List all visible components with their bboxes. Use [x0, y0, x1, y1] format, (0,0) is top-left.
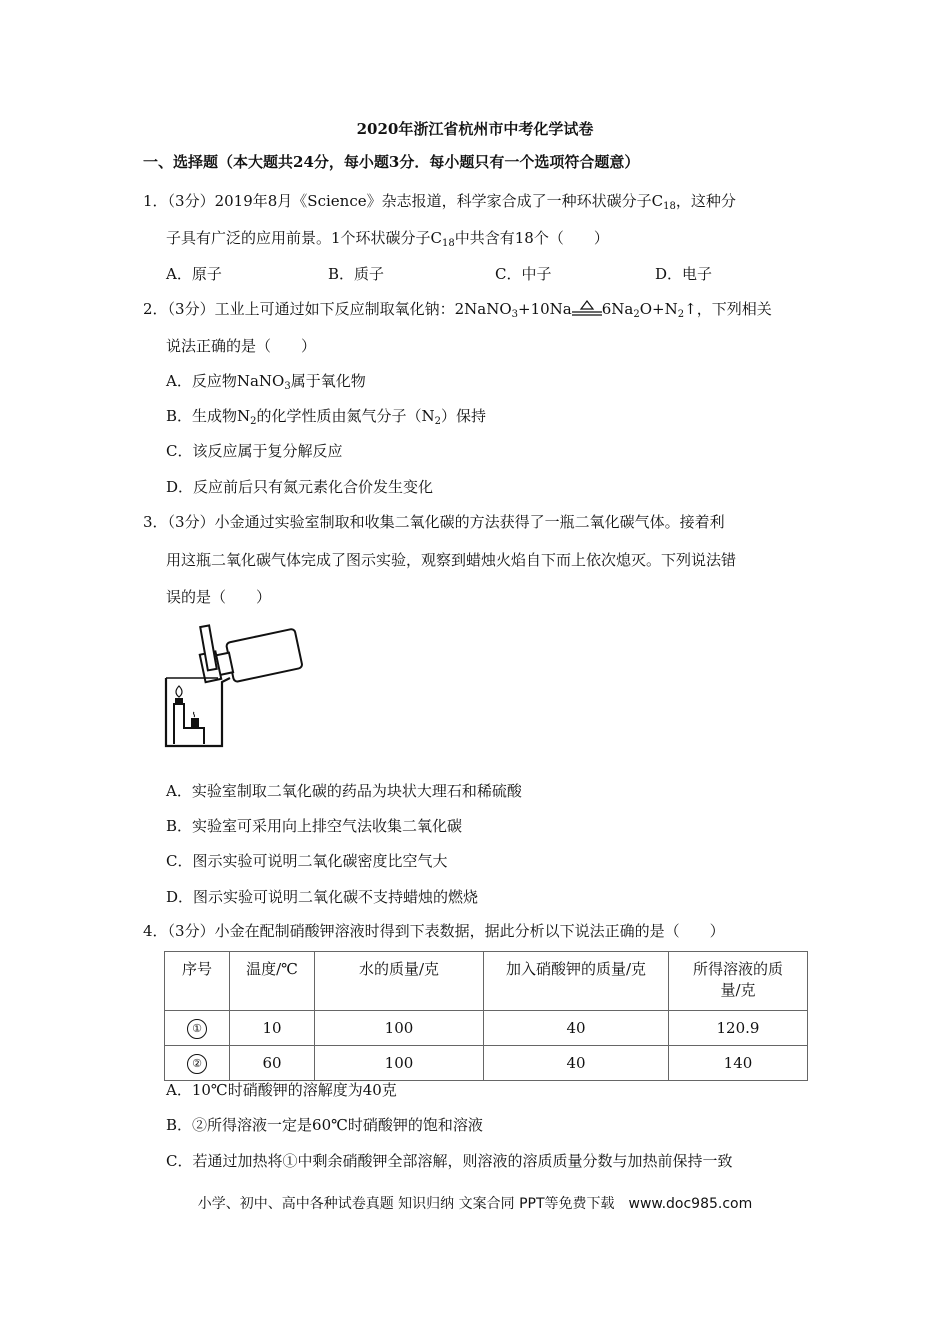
table-cell: 100	[315, 1011, 484, 1046]
table-cell: ①	[165, 1011, 230, 1046]
option-b: B．②所得溶液一定是60℃时硝酸钾的饱和溶液	[166, 1116, 483, 1134]
table-header-row	[165, 952, 808, 1011]
table-cell: ②	[165, 1046, 230, 1081]
table-cell: 60	[230, 1046, 315, 1081]
option-a: A．反应物NaNO$_3$属于氧化物	[166, 372, 366, 392]
heat-condition-icon	[572, 300, 602, 316]
table-row	[165, 1046, 808, 1081]
option-d: D．电子	[655, 265, 713, 283]
question-number: 1．	[143, 192, 168, 210]
solubility-data-table	[164, 951, 808, 1081]
table-cell: 10	[230, 1011, 315, 1046]
option-d: D．反应前后只有氮元素化合价发生变化	[166, 478, 434, 496]
table-cell: 40	[484, 1046, 669, 1081]
table-cell: 40	[484, 1011, 669, 1046]
option-a: A．10℃时硝酸钾的溶解度为40克	[166, 1081, 397, 1099]
table-row	[165, 1011, 808, 1046]
option-c: C．该反应属于复分解反应	[166, 442, 343, 460]
section-heading: 一、选择题（本大题共24分，每小题3分．每小题只有一个选项符合题意）	[143, 153, 640, 171]
option-d: D．图示实验可说明二氧化碳不支持蜡烛的燃烧	[166, 888, 479, 906]
question-number: 4．	[143, 922, 168, 940]
exam-page: 2020年浙江省杭州市中考化学试卷 一、选择题（本大题共24分，每小题3分．每小题只有一个选项符合题意） 1．（3分）2019年8月《Science》杂志报道，科学家合成了一种环状碳分子$C_{18}$，这种分 子具有广泛的应用前景。1个环状碳分子$C_{18}$中共含有18个（ ） A．原子 B．质子 C．中子 D．电子 2．（3分）工业上可通过如下反应制取氧化钠：2NaNO$_3$+10Na $6Na_2O+N_2↑$，下列相关 说法正确的是（ ） A．反应物NaNO$_3$属于氧化物 B．生成物$N_2$的化学性质由氮气分子$(N_2)$保持 C．该反应属于复分解反应 D．反应前后只有氮元素化合价发生变化 3．（3分）小金通过实验室制取和收集二氧化碳的方法获得了一瓶二氧化碳气体。接着利 用这瓶二氧化碳气体完成了图示实验，观察到蜡烛火焰自下而上依次熄灭。下列说法错 误的是（ ） A．实验室制取二氧化碳的药品为块状大理石和稀硫酸 B．实验室可采用向上排空气法收集二氧化碳 C．图示实验可说明二氧化碳密度比空气大 D．图示实验可说明二氧化碳不支持蜡烛的燃烧 4．（3分）小金在配制硝酸钾溶液时得到下表数据，据此分析以下说法正确的是（ ） 序号 温度/℃ 水的质量/克 加入硝酸钾的质量/克 所得溶液的质 量/克 ① 10 100 40 120.9 ② 60 100 40 140 A．10℃时硝酸钾的溶解度为40克 B．②所得溶液一定是60℃时硝酸钾的饱和溶液 C．若通过加热将①中剩余硝酸钾全部溶解，则溶液的溶质质量分数与加热前保持一致 小学、初中、高中各种试卷真题 知识归纳 文案合同 PPT等免费下载 www.doc985.com	[0, 0, 950, 1344]
question-number: 3．	[143, 513, 168, 531]
option-b: B．实验室可采用向上排空气法收集二氧化碳	[166, 817, 463, 835]
table-cell: 120.9	[669, 1011, 808, 1046]
page-footer: 小学、初中、高中各种试卷真题 知识归纳 文案合同 PPT等免费下载 www.doc985.com	[197, 1196, 753, 1212]
table-header-cell: 水的质量/克	[315, 952, 484, 1011]
exam-title: 2020年浙江省杭州市中考化学试卷	[356, 120, 594, 138]
option-c: C．中子	[495, 265, 552, 283]
option-c: C．若通过加热将①中剩余硝酸钾全部溶解，则溶液的溶质质量分数与加热前保持一致	[166, 1152, 733, 1170]
co2-candle-experiment-figure	[162, 620, 312, 754]
option-a: A．实验室制取二氧化碳的药品为块状大理石和稀硫酸	[166, 782, 522, 800]
option-b: B．质子	[328, 265, 385, 283]
option-b: B．生成物$N_2$的化学性质由氮气分子$(N_2)$保持	[166, 407, 487, 427]
table-header-cell: 加入硝酸钾的质量/克	[484, 952, 669, 1011]
table-header-cell: 所得溶液的质 量/克	[669, 952, 808, 1011]
option-a: A．原子	[166, 265, 222, 283]
table-cell: 100	[315, 1046, 484, 1081]
question-number: 2．	[143, 300, 168, 318]
table-cell: 140	[669, 1046, 808, 1081]
table-header-cell: 温度/℃	[230, 952, 315, 1011]
option-c: C．图示实验可说明二氧化碳密度比空气大	[166, 852, 448, 870]
table-header-cell: 序号	[165, 952, 230, 1011]
